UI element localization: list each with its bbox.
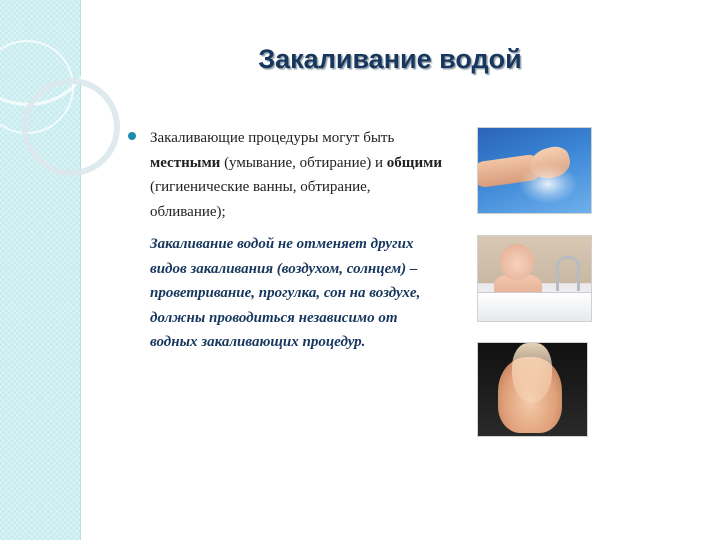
bullet-text: Закаливающие процедуры могут быть местными (умывание, обтирание) и общими (гигиенические ванны, обтирание, обливание); [150,130,442,220]
bullet-dot-icon [128,132,136,140]
bold-term-general: общими [386,154,442,171]
bold-term-local: местными [150,154,221,171]
decor-circle [22,78,120,176]
slide-body [128,126,448,355]
hand-under-water-photo [478,128,591,213]
slide-title: Закаливание водой [258,44,522,74]
bullet-item [128,126,448,224]
side-decor-band [0,0,81,540]
baby-in-bath-photo [478,236,591,321]
child-water-pouring-photo [478,343,587,436]
note-paragraph: Закаливание водой не отменяет других видов закаливания (воздухом, солнцем) – проветривание, прогулка, сон на воздухе, должны проводиться независимо от водных закаливающих процедур. [150,236,421,350]
